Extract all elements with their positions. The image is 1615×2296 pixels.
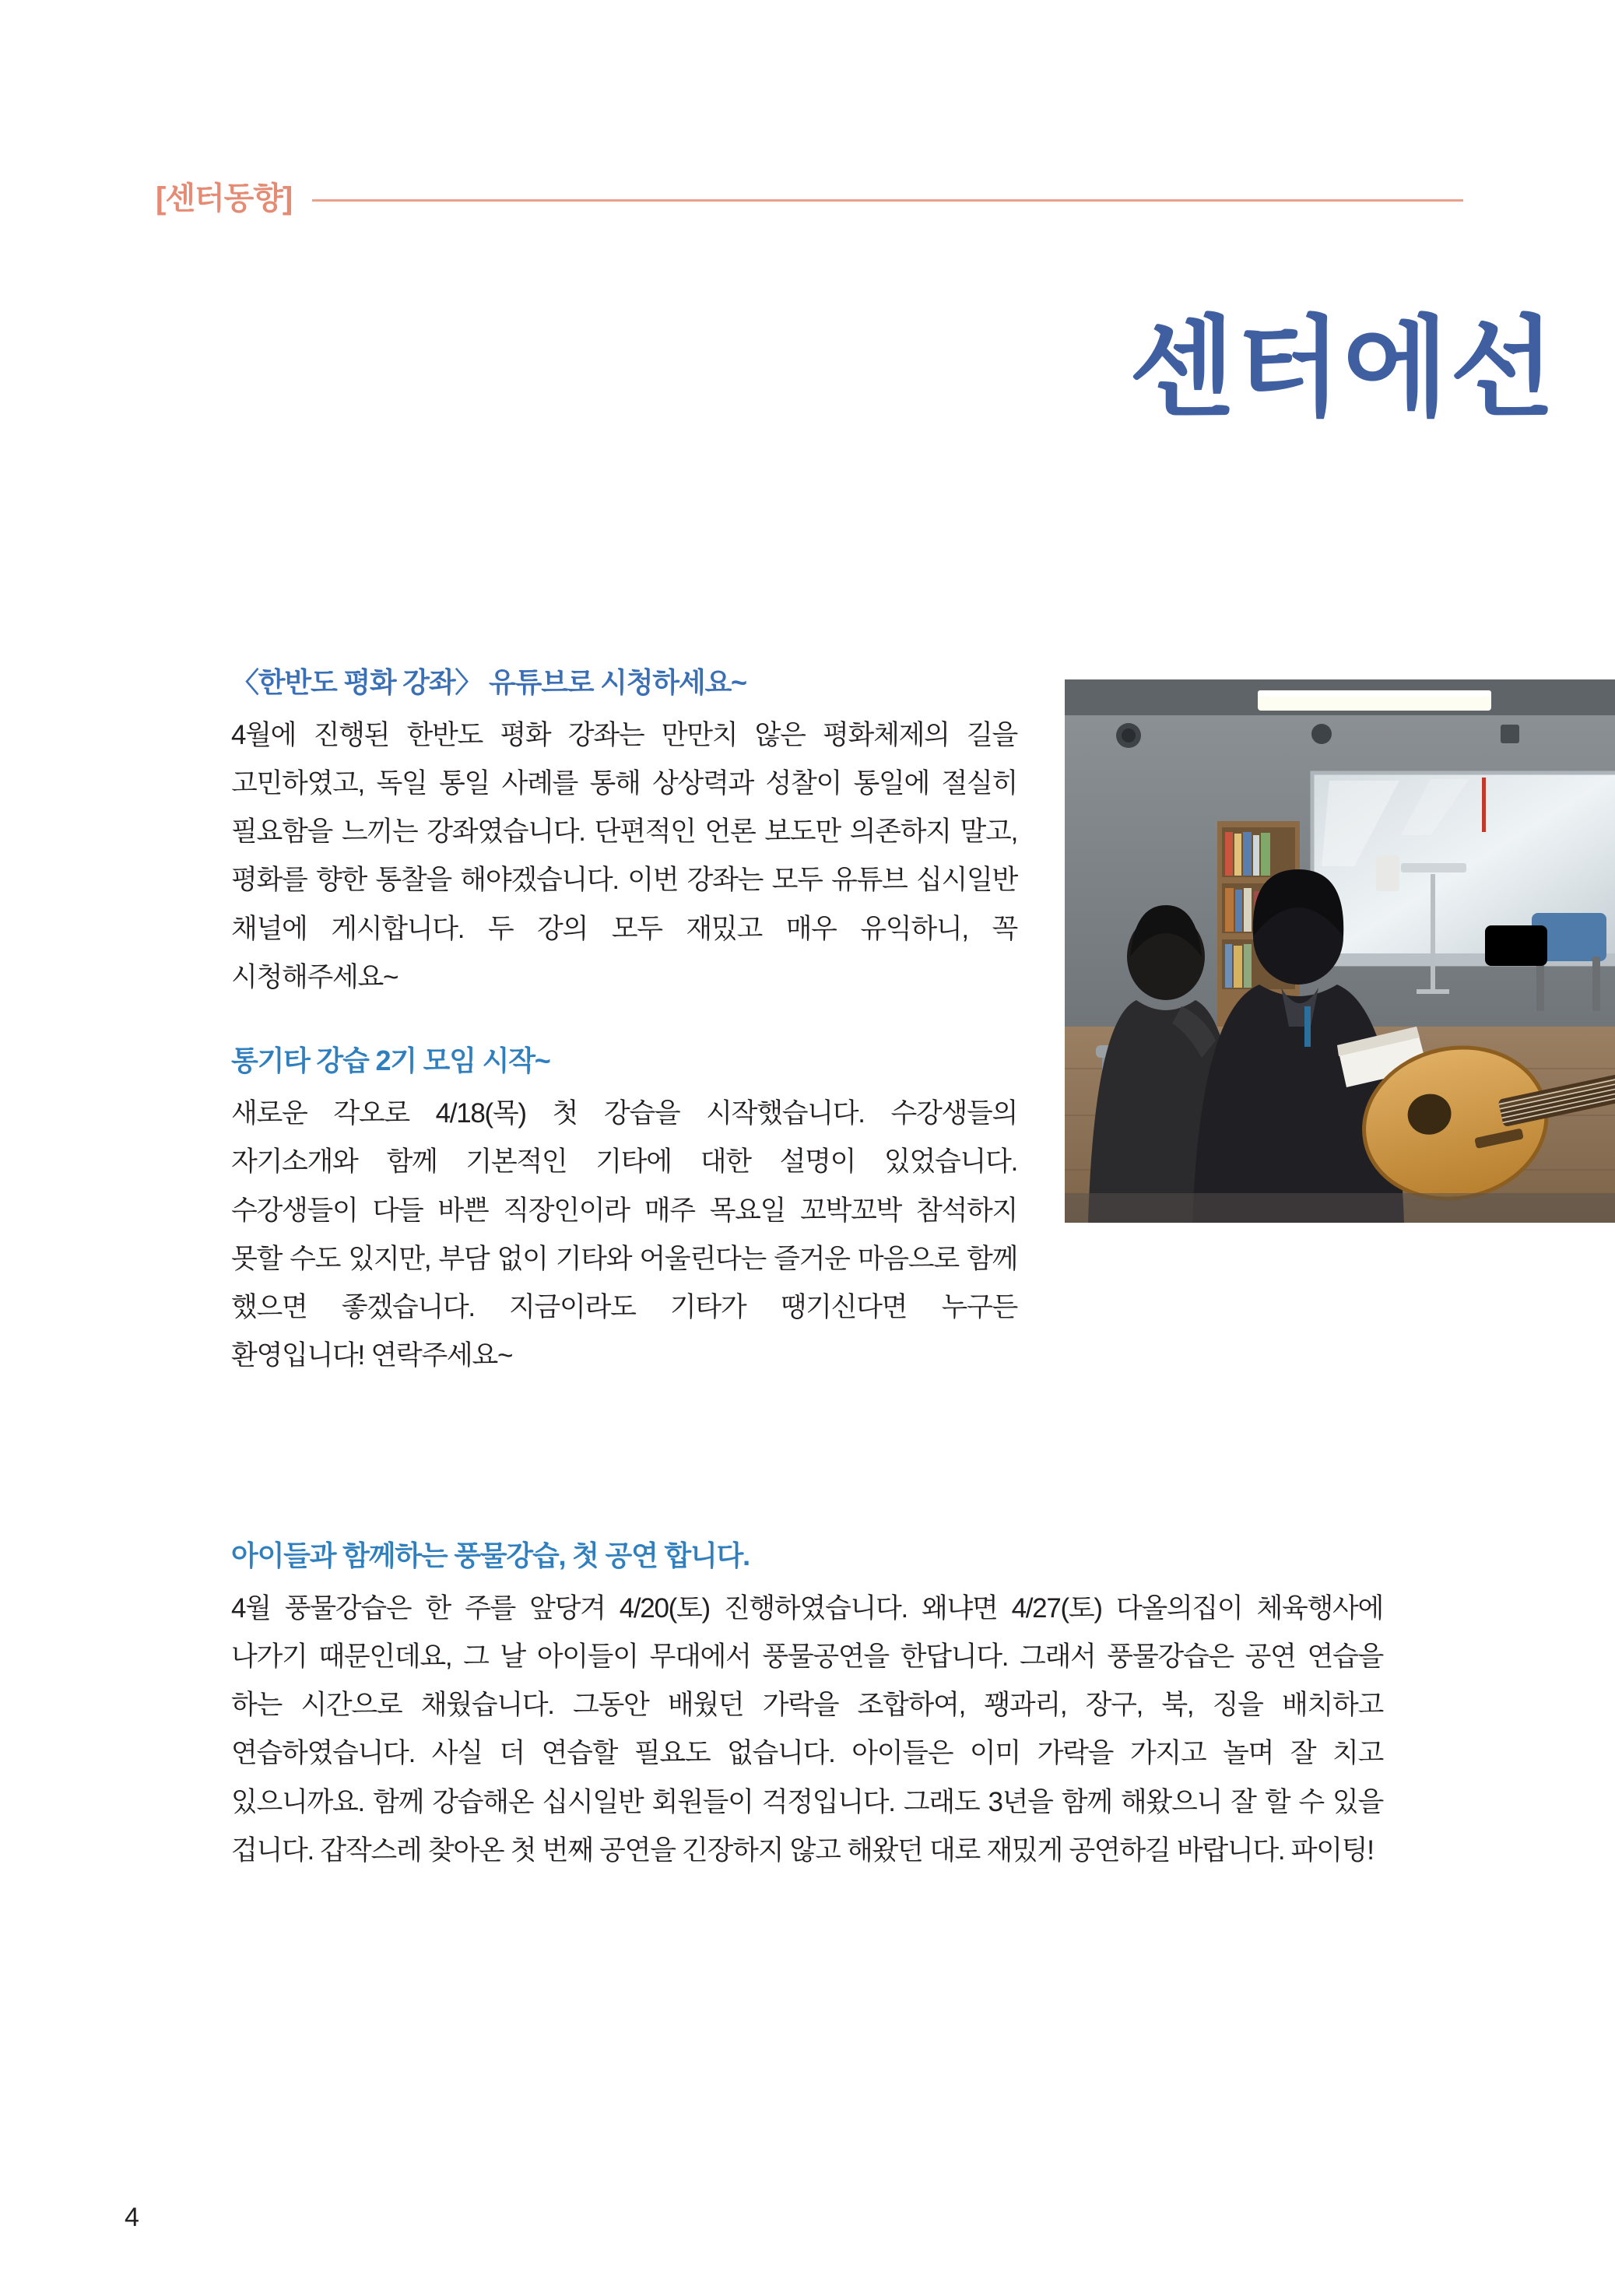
page-number: 4 [125,2203,139,2232]
article-body: 4월 풍물강습은 한 주를 앞당겨 4/20(토) 진행하였습니다. 왜냐면 4/27(토) 다올의집이 체육행사에 나가기 때문인데요, 그 날 아이들이 무대에서 풍물공연을 한답니다. 그래서 풍물강습은 공연 연습을 하는 시간으로 채웠습니다. 그동안 배웠던 가락을 조합하여, 꽹과리, 장구, 북, 징을 배치하고 연습하였습니다. 사실 더 연습할 필요도 없습니다. 아이들은 이미 가락을 가지고 놀며 잘 치고 있으니까요. 함께 강습해온 십시일반 회원들이 걱정입니다. 그래도 3년을 함께 해왔으니 잘 할 수 있을 겁니다. 갑작스레 찾아온 첫 번째 공연을 긴장하지 않고 해왔던 대로 재밌게 공연하길 바랍니다. 파이팅! [231,1592,1383,1866]
category-tag: [센터동향] [156,181,293,216]
header-divider-rule [312,199,1463,202]
article-heading: 〈한반도 평화 강좌〉 유튜브로 시청하세요~ [231,666,746,698]
article-heading: 통기타 강습 2기 모임 시작~ [231,1044,550,1077]
page-title: 센터에선 [1129,305,1557,432]
guitar-class-photo [1065,679,1615,1223]
article-heading: 아이들과 함께하는 풍물강습, 첫 공연 합니다. [231,1539,750,1571]
article-body: 4월에 진행된 한반도 평화 강좌는 만만치 않은 평화체제의 길을 고민하였고, 독일 통일 사례를 통해 상상력과 성찰이 통일에 절실히 필요함을 느끼는 강좌였습니다. 단편적인 언론 보도만 의존하지 말고, 평화를 향한 통찰을 해야겠습니다. 이번 강좌는 모두 유튜브 십시일반 채널에 게시합니다. 두 강의 모두 재밌고 매우 유익하니, 꼭 시청해주세요~ [231,719,1017,993]
article-column-wide [231,1537,1383,1875]
photo-illustration [1065,679,1615,1223]
article-peace-lecture [231,664,1017,1002]
article-body: 새로운 각오로 4/18(목) 첫 강습을 시작했습니다. 수강생들의 자기소개와 함께 기본적인 기타에 대한 설명이 있었습니다. 수강생들이 다들 바쁜 직장인이라 매주 목요일 꼬박꼬박 참석하지 못할 수도 있지만, 부담 없이 기타와 어울린다는 즐거운 마음으로 함께 했으면 좋겠습니다. 지금이라도 기타가 땡기신다면 누구든 환영입니다! 연락주세요~ [231,1097,1017,1371]
article-guitar-class [231,1042,1017,1380]
article-pungmul-performance [231,1537,1383,1875]
article-column-narrow [231,664,1017,1381]
section-header [156,175,1463,222]
